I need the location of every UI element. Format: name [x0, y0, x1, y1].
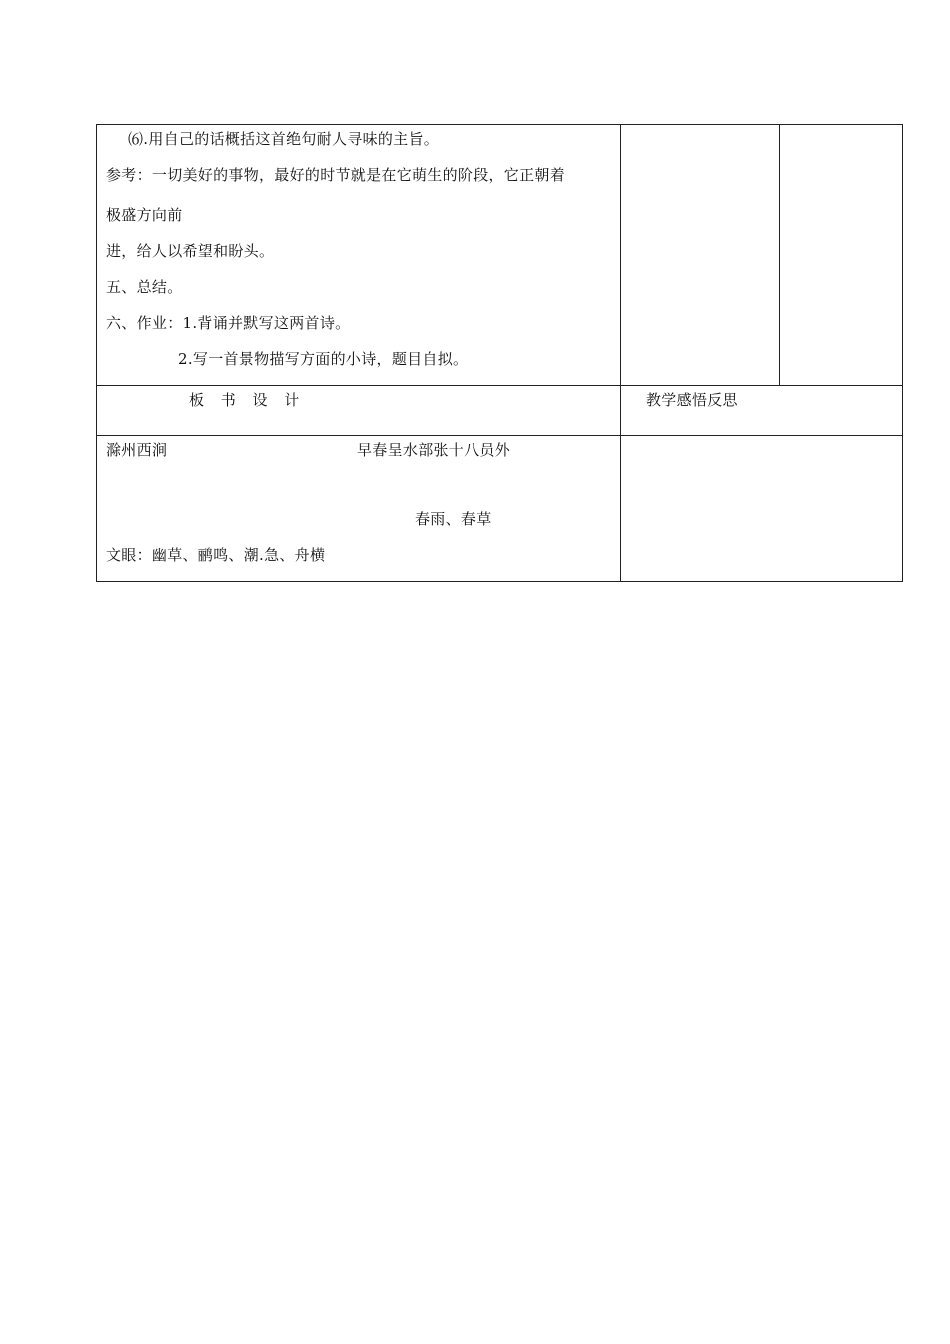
board-poem-2-title: 早春呈水部张十八员外 — [357, 441, 511, 459]
table-divider-col-2 — [779, 124, 780, 385]
reference-answer-line-2: 极盛方向前 — [106, 206, 183, 224]
table-divider-row-1 — [96, 385, 903, 386]
table-divider-col-1 — [620, 124, 621, 582]
reference-answer-line-3: 进，给人以希望和盼头。 — [106, 242, 275, 260]
summary-heading: 五、总结。 — [106, 278, 183, 296]
board-poem-1-title: 滁州西涧 — [106, 441, 168, 459]
reference-answer-line-1: 参考：一切美好的事物，最好的时节就是在它萌生的阶段，它正朝着 — [106, 166, 566, 184]
homework-line-2: 2.写一首景物描写方面的小诗，题目自拟。 — [178, 350, 469, 368]
board-eye-words: 文眼：幽草、鹂鸣、潮.急、舟横 — [106, 546, 326, 564]
board-poem-2-theme: 春雨、春草 — [415, 510, 492, 528]
homework-line-1: 六、作业：1.背诵并默写这两首诗。 — [106, 314, 351, 332]
reflection-header: 教学感悟反思 — [646, 391, 738, 409]
question-6: ⑹.用自己的话概括这首绝句耐人寻味的主旨。 — [128, 130, 440, 148]
board-design-header: 板 书 设 计 — [189, 391, 306, 409]
table-divider-row-2 — [96, 435, 903, 436]
